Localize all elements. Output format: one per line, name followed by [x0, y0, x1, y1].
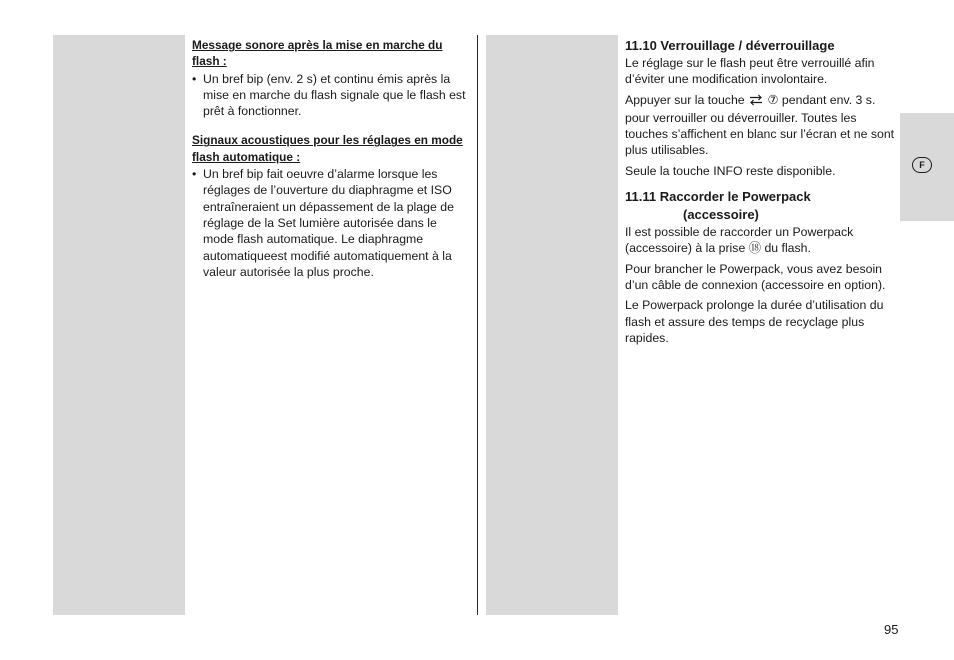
paragraph-text: pendant env. 3 s. pour verrouiller ou déverrouiller. Toutes les touches s’affichent en blanc sur l’écran et ne sont plus utilisables.	[625, 92, 895, 158]
list-item-text: Un bref bip (env. 2 s) et continu émis après la mise en marche du flash signale que le flash est prêt à fonctionner.	[203, 71, 466, 119]
swap-arrows-icon	[748, 94, 764, 110]
paragraph: Pour brancher le Powerpack, vous avez besoin d’un câble de connexion (accessoire en option).	[625, 261, 886, 292]
subheading-acoustic-signals: Signaux acoustiques pour les réglages en mode flash automatique :	[192, 133, 463, 164]
section-title-powerpack-line2: (accessoire)	[683, 207, 759, 223]
circled-number-7: ⑦	[767, 92, 779, 107]
paragraph	[625, 92, 895, 159]
paragraph: Le Powerpack prolonge la durée d’utilisation du flash et assure des temps de recyclage plus rapides.	[625, 298, 884, 345]
left-text-column	[192, 37, 466, 280]
bullet-icon: •	[192, 71, 197, 86]
list-item	[192, 71, 466, 120]
page-number: 95	[884, 622, 899, 637]
circled-number-18: ⑱	[748, 241, 762, 256]
subheading-startup-sound: Message sonore après la mise en marche du flash :	[192, 38, 443, 69]
middle-margin-band	[486, 35, 618, 615]
paragraph: Le réglage sur le flash peut être verrouillé afin d’éviter une modification involontaire.	[625, 56, 875, 87]
list-item-text: Un bref bip fait oeuvre d’alarme lorsque les réglages de l’ouverture du diaphragme et ISO entraîneraient un dépassement de la plage de réglage de la Set lumière autorisée dans le mode flash automatique. Le diaphragme automatiqueest modifié automatiquement à la valeur autorisée la plus proche.	[203, 167, 454, 279]
paragraph: Seule la touche INFO reste disponible.	[625, 163, 836, 178]
column-divider	[477, 35, 478, 615]
paragraph-text: Appuyer sur la touche	[625, 92, 745, 107]
right-text-column	[625, 37, 895, 346]
bullet-icon: •	[192, 167, 197, 182]
section-title-powerpack: 11.11 Raccorder le Powerpack	[625, 189, 811, 205]
left-margin-band	[53, 35, 185, 615]
section-title-lock: 11.10 Verrouillage / déverrouillage	[625, 38, 835, 53]
language-badge: F	[912, 157, 932, 173]
paragraph-text: Il est possible de raccorder un Powerpack (accessoire) à la prise	[625, 225, 854, 256]
paragraph	[625, 224, 895, 257]
list-item	[192, 166, 466, 280]
paragraph-text: du flash.	[764, 241, 811, 256]
